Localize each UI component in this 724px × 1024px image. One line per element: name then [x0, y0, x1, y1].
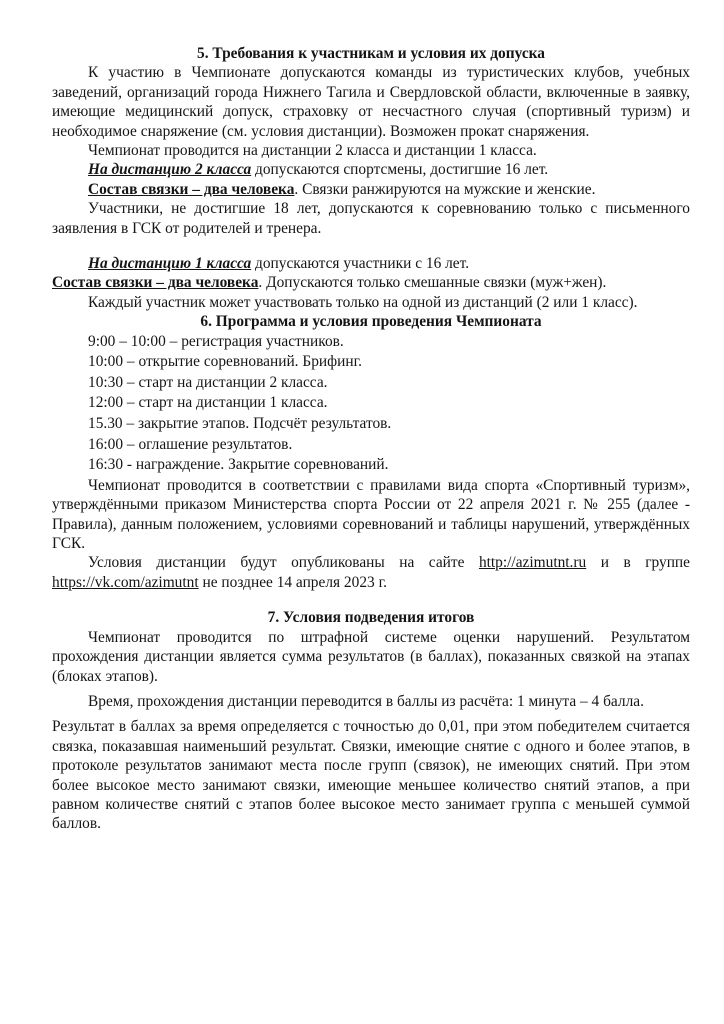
schedule-list: [52, 332, 690, 476]
publication-text-end: не позднее 14 апреля 2023 г.: [198, 573, 387, 591]
s5-distances-paragraph: Чемпионат проводится на дистанции 2 класса и дистанции 1 класса.: [88, 142, 537, 160]
distance1-label: На дистанцию 1 класса: [88, 255, 252, 273]
s7-time-paragraph: Время, прохождения дистанции переводится в баллы из расчёта: 1 минута – 4 балла.: [88, 692, 644, 710]
schedule-item: 16:30 - награждение. Закрытие соревнований.: [88, 456, 389, 474]
section-6-heading: 6. Программа и условия проведения Чемпионата: [200, 313, 542, 331]
schedule-item: 10:30 – старт на дистанции 2 класса.: [88, 373, 328, 391]
azimut-site-link[interactable]: http://azimutnt.ru: [478, 554, 587, 572]
s5-minors-paragraph: Участники, не достигшие 18 лет, допускаются к соревнованию только с письменного заявления в ГСК от родителей и тренера.: [52, 200, 690, 237]
s7-system-paragraph: Чемпионат проводится по штрафной системе оценки нарушений. Результатом прохождения дистанции является сумма результатов (в баллах), показанных связкой на этапах (блоках этапов).: [52, 628, 690, 685]
team1-text: . Допускаются только смешанные связки (муж+жен).: [258, 274, 607, 292]
team2-text: . Связки ранжируются на мужские и женские.: [294, 180, 596, 198]
schedule-item: 12:00 – старт на дистанции 1 класса.: [88, 394, 328, 412]
s7-result-paragraph: Результат в баллах за время определяется с точностью до 0,01, при этом победителем считается связка, показавшая наименьший результат. Связки, имеющие снятие с одного и более этапов, в протоколе результатов занимают места после групп (связок), не имеющих снятий. При этом более высокое место занимают связки, имеющие меньшее количество снятий этапов, а при равном количестве снятий с этапов более высокое место занимает группа с меньшей суммой баллов.: [52, 718, 690, 833]
vk-group-link[interactable]: https://vk.com/azimutnt: [52, 573, 199, 591]
team1-label: Состав связки – два человека: [52, 274, 259, 292]
distance2-label: На дистанцию 2 класса: [88, 161, 252, 179]
schedule-item: 16:00 – оглашение результатов.: [88, 435, 293, 453]
s6-publication-paragraph: [52, 553, 690, 592]
s5-team2-paragraph: [52, 180, 690, 199]
distance2-text: допускаются спортсмены, достигшие 16 лет.: [251, 161, 549, 179]
section-7-heading: 7. Условия подведения итогов: [267, 609, 475, 627]
s5-distance1-paragraph: [52, 254, 690, 273]
distance1-text: допускаются участники с 16 лет.: [251, 255, 470, 273]
schedule-item: 9:00 – 10:00 – регистрация участников.: [88, 332, 344, 350]
publication-text-mid: и в группе: [586, 554, 691, 572]
s5-team1-paragraph: [52, 273, 690, 292]
section-5-heading: 5. Требования к участникам и условия их допуска: [197, 45, 545, 62]
schedule-item: 10:00 – открытие соревнований. Брифинг.: [88, 353, 363, 371]
team2-label: Состав связки – два человека: [88, 180, 295, 198]
schedule-item: 15.30 – закрытие этапов. Подсчёт результатов.: [88, 415, 392, 433]
publication-text-start: Условия дистанции будут опубликованы на сайте: [88, 554, 479, 572]
s5-distance2-paragraph: [52, 160, 690, 179]
s5-admission-paragraph: К участию в Чемпионате допускаются команды из туристических клубов, учебных заведений, организаций города Нижнего Тагила и Свердловской области, включенные в заявку, имеющие медицинский допуск, страховку от несчастного случая (спортивный туризм) и необходимое снаряжение (см. условия дистанции). Возможен прокат снаряжения.: [52, 64, 690, 140]
s6-rules-paragraph: Чемпионат проводится в соответствии с правилами вида спорта «Спортивный туризм», утверждёнными приказом Министерства спорта России от 22 апреля 2021 г. № 255 (далее - Правила), данным положением, условиями соревнований и таблицы нарушений, утверждённых ГСК.: [52, 476, 690, 553]
s5-one-distance-paragraph: Каждый участник может участвовать только на одной из дистанций (2 или 1 класс).: [88, 293, 638, 311]
